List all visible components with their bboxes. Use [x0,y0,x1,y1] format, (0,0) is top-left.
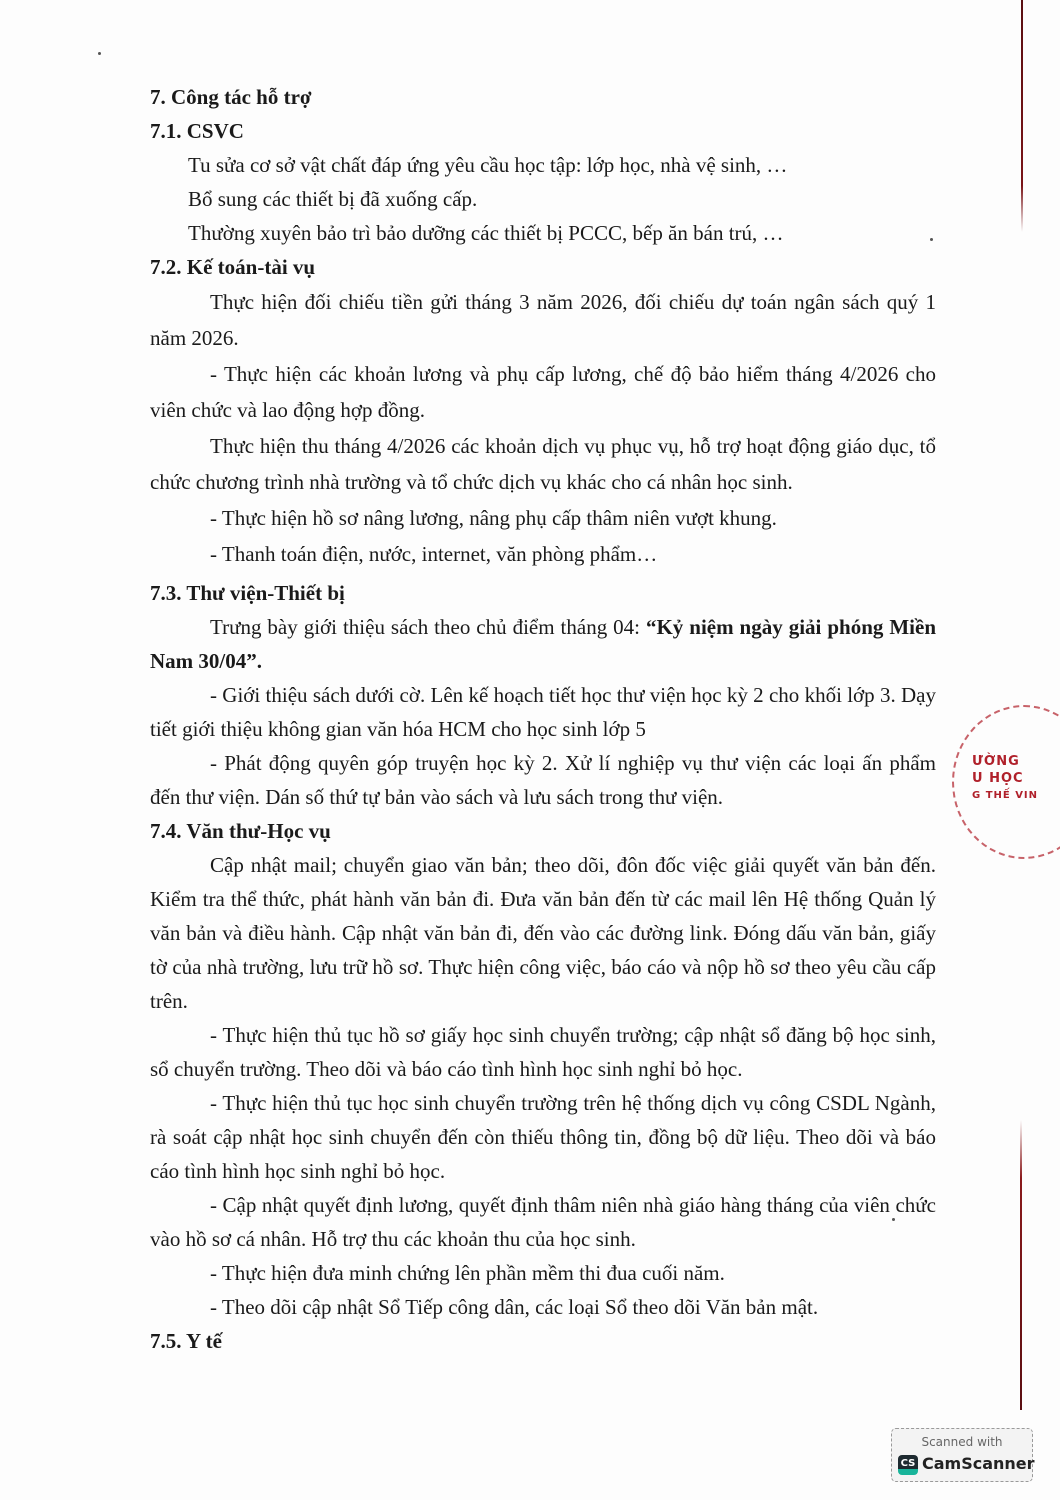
paragraph: Thực hiện thu tháng 4/2026 các khoản dịch vụ phục vụ, hỗ trợ hoạt động giáo dục, tổ chức chương trình nhà trường và tổ chức dịch vụ khác cho cá nhân học sinh. [150,434,936,494]
stamp-line: U HỌC [972,771,1024,786]
official-stamp [952,705,1042,865]
page-edge-line [1021,0,1023,232]
paragraph: - Thực hiện đưa minh chứng lên phần mềm thi đua cuối năm. [210,1261,725,1285]
paragraph: - Thực hiện thủ tục học sinh chuyển trường trên hệ thống dịch vụ công CSDL Ngành, rà soát cập nhật học sinh chuyển đến còn thiếu thông tin, đồng bộ dữ liệu. Theo dõi và báo cáo tình hình học sinh nghỉ bỏ học. [150,1091,936,1183]
paragraph: - Thanh toán điện, nước, internet, văn phòng phẩm… [210,542,658,566]
section-heading: 7. Công tác hỗ trợ [150,85,312,109]
subsection-heading-7-3: 7.3. Thư viện-Thiết bị [150,581,345,605]
subsection-heading-7-5: 7.5. Y tế [150,1329,222,1353]
page-edge-line [1020,1120,1022,1410]
document-body [150,80,936,1358]
paragraph: - Phát động quyên góp truyện học kỳ 2. Xử lí nghiệp vụ thư viện các loại ấn phẩm đến thư viện. Dán số thứ tự bản vào sách và lưu sách trong thư viện. [150,751,936,809]
paragraph: Tu sửa cơ sở vật chất đáp ứng yêu cầu học tập: lớp học, nhà vệ sinh, … [188,153,788,177]
subsection-heading-7-4: 7.4. Văn thư-Học vụ [150,819,331,843]
subsection-heading-7-2: 7.2. Kế toán-tài vụ [150,255,316,279]
subsection-heading-7-1: 7.1. CSVC [150,119,244,143]
paragraph: - Theo dõi cập nhật Sổ Tiếp công dân, các loại Sổ theo dõi Văn bản mật. [210,1295,819,1319]
camscanner-logo-icon: CS [898,1455,918,1475]
stamp-line: ƯỜNG [972,754,1020,769]
theme-title: “Kỷ niệm ngày giải phóng Miền Nam 30/04”. [150,615,936,673]
paragraph-text: Trưng bày giới thiệu sách theo chủ điểm tháng 04: [210,615,646,639]
stamp-line: G THẾ VIN [972,790,1039,801]
camscanner-watermark [891,1428,1033,1482]
paragraph: - Cập nhật quyết định lương, quyết định thâm niên nhà giáo hàng tháng của viên chức vào hồ sơ cá nhân. Hỗ trợ thu các khoản thu của học sinh. [150,1193,936,1251]
stamp-text [972,753,1038,804]
paragraph [150,610,936,678]
paragraph: Bổ sung các thiết bị đã xuống cấp. [188,187,478,211]
paragraph: - Thực hiện thủ tục hồ sơ giấy học sinh chuyển trường; cập nhật sổ đăng bộ học sinh, sổ chuyển trường. Theo dõi và báo cáo tình hình học sinh nghỉ bỏ học. [150,1023,936,1081]
paragraph: Thực hiện đối chiếu tiền gửi tháng 3 năm 2026, đối chiếu dự toán ngân sách quý 1 năm 2026. [150,290,936,350]
paragraph: - Thực hiện hồ sơ nâng lương, nâng phụ cấp thâm niên vượt khung. [210,506,777,530]
watermark-caption: Scanned with [921,1435,1003,1449]
scan-speck [98,52,101,55]
paragraph: - Giới thiệu sách dưới cờ. Lên kế hoạch tiết học thư viện học kỳ 2 cho khối lớp 3. Dạy tiết giới thiệu không gian văn hóa HCM cho học sinh lớp 5 [150,683,936,741]
paragraph: - Thực hiện các khoản lương và phụ cấp lương, chế độ bảo hiểm tháng 4/2026 cho viên chức và lao động hợp đồng. [150,362,936,422]
watermark-brand: CamScanner [922,1454,1035,1473]
paragraph: Cập nhật mail; chuyển giao văn bản; theo dõi, đôn đốc việc giải quyết văn bản đến. Kiểm tra thể thức, phát hành văn bản đi. Đưa văn bản đến từ các mail lên Hệ thống Quản lý văn bản và điều hành. Cập nhật văn bản đi, đến vào các đường link. Đóng dấu văn bản, giấy tờ của nhà trường, lưu trữ hồ sơ. Thực hiện công việc, báo cáo và nộp hồ sơ theo yêu cầu cấp trên. [150,853,936,1013]
paragraph: Thường xuyên bảo trì bảo dưỡng các thiết bị PCCC, bếp ăn bán trú, … [188,221,784,245]
